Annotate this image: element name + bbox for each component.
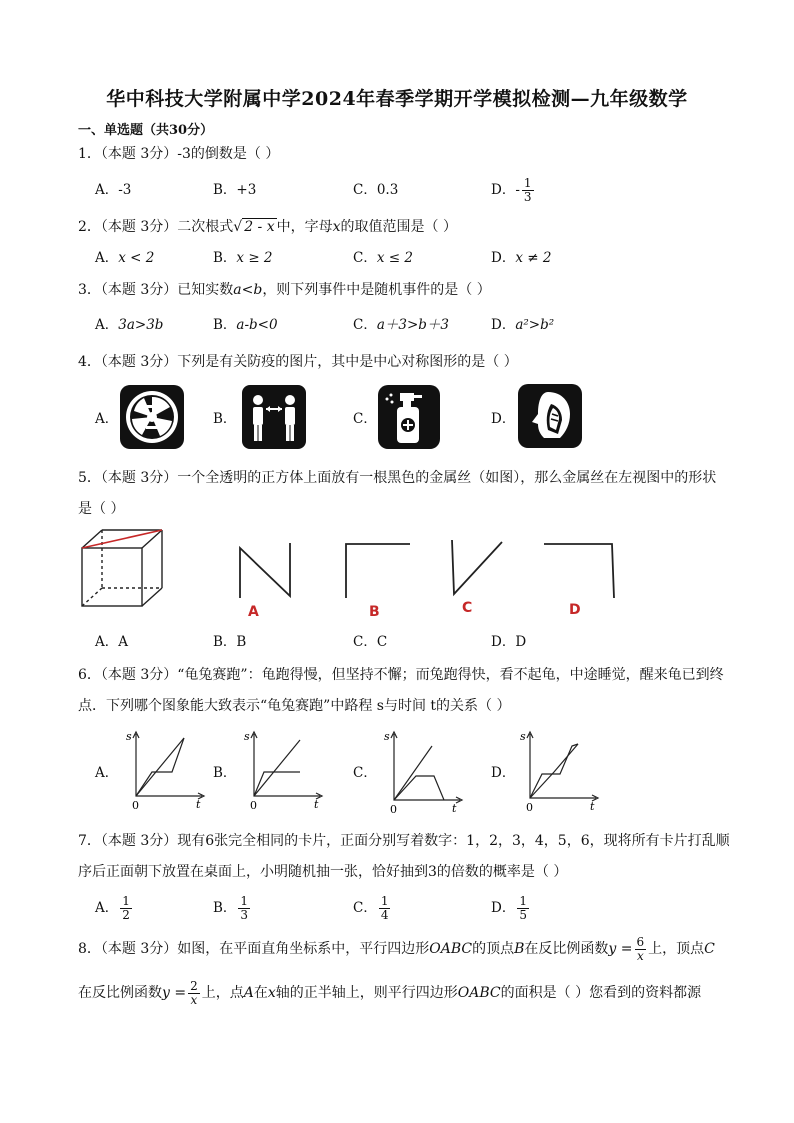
question-4: 4．（本题 3分）下列是有关防疫的图片，其中是中心对称图形的是（ ） [78, 354, 518, 370]
question-8-line-2: 在反比例函数y = $\frac{2}{x}$ 上，点A在x轴的正半轴上，则平行四边形OABC的面积是（ ）您看到的资料都源 [78, 978, 702, 1007]
axis-origin: 0 [390, 803, 397, 814]
axis-label-s: s [126, 730, 132, 743]
option-d: D． [491, 765, 516, 781]
sanitizer-spray-icon [378, 385, 440, 449]
option-b: B． $\frac{1}{3}$ [213, 894, 249, 922]
sqrt-symbol: √ [233, 219, 243, 235]
axis-label-s: s [244, 730, 250, 743]
option-a: A．3a>3b [95, 317, 164, 333]
question-8-line-1: 8．（本题 3分）如图，在平面直角坐标系中，平行四边形OABC的顶点B在反比例函数y = $\frac{6}{x}$ 上，顶点C [78, 934, 715, 963]
axis-origin: 0 [250, 799, 257, 810]
question-2-options [95, 243, 715, 273]
question-5-options [95, 627, 715, 657]
fraction: $\frac{1}{3}$ [240, 894, 249, 922]
option-d: D．a²>b² [491, 317, 555, 333]
fraction: $\frac{1}{3}$ [523, 176, 532, 204]
face-mask-icon [518, 384, 582, 448]
fan-icon [120, 385, 184, 449]
option-a: A． [95, 411, 119, 427]
axis-label-t: t [590, 800, 595, 813]
option-b: B．B [213, 634, 247, 650]
view-option-c-figure [444, 534, 510, 600]
social-distance-icon [242, 385, 306, 449]
axis-origin: 0 [132, 799, 139, 810]
axis-label-t: t [452, 802, 457, 814]
fraction: $\frac{2}{x}$ [190, 978, 198, 1007]
graph-b [240, 726, 326, 810]
option-b: B． [213, 411, 237, 427]
option-c: C． $\frac{1}{4}$ [353, 894, 389, 922]
option-b: B．+3 [213, 182, 257, 198]
option-d: D．x ≠ 2 [491, 250, 552, 266]
question-3: 3．（本题 3分）已知实数a<b，则下列事件中是随机事件的是（ ） [78, 282, 491, 298]
fraction: $\frac{1}{4}$ [380, 894, 389, 922]
question-6-line-2: 点．下列哪个图象能大致表示“龟兔赛跑”中路程 s与时间 t的关系（ ） [78, 698, 511, 714]
page-title: 华中科技大学附属中学2024年春季学期开学模拟检测—九年级数学 [106, 88, 688, 110]
view-option-d-figure [540, 538, 620, 602]
option-c: C． [353, 765, 377, 781]
question-7-line-1: 7．（本题 3分）现有6张完全相同的卡片，正面分别写着数字：1，2，3，4，5，6，现将所有卡片打乱顺 [78, 833, 730, 849]
graph-c [380, 726, 466, 814]
cube-figure [80, 528, 164, 608]
fraction: $\frac{1}{5}$ [519, 894, 527, 922]
figure-label-a: A [248, 604, 259, 620]
axis-label-s: s [384, 730, 390, 743]
graph-a [122, 726, 208, 810]
question-7-line-2: 序后正面朝下放置在桌面上，小明随机抽一张，恰好抽到3的倍数的概率是（ ） [78, 864, 568, 880]
graph-d [516, 726, 602, 814]
option-a: A．-3 [95, 182, 132, 198]
option-b: B．x ≥ 2 [213, 250, 273, 266]
option-c: C．x ≤ 2 [353, 250, 413, 266]
option-a: A．A [95, 634, 128, 650]
question-2: 2．（本题 3分）二次根式√ 2 - x 中，字母x的取值范围是（ ） [78, 219, 457, 235]
question-1-options [95, 175, 715, 205]
view-option-b-figure [338, 538, 418, 602]
option-c: C． [353, 411, 377, 427]
question-1: 1．（本题 3分）-3的倒数是（ ） [78, 146, 280, 162]
option-c: C．a＋3>b＋3 [353, 317, 450, 333]
question-3-options [95, 310, 715, 340]
figure-label-c: C [462, 600, 473, 616]
fraction: $\frac{1}{2}$ [122, 894, 130, 922]
axis-label-t: t [314, 798, 319, 810]
option-a: A． [95, 765, 119, 781]
fraction: $\frac{6}{x}$ [636, 934, 645, 963]
option-d: D． $\frac{1}{5}$ [491, 894, 527, 922]
axis-label-t: t [196, 798, 201, 810]
option-c: C．C [353, 634, 388, 650]
option-d: D． [491, 411, 516, 427]
figure-label-b: B [369, 604, 380, 620]
view-option-a-figure [230, 538, 300, 602]
option-b: B．a-b<0 [213, 317, 278, 333]
question-6-line-1: 6．（本题 3分）“龟兔赛跑”：龟跑得慢，但坚持不懈；而兔跑得快，看不起龟，中途睡觉，醒来龟已到终 [78, 667, 724, 683]
option-c: C．0.3 [353, 182, 399, 198]
figure-label-d: D [569, 602, 581, 618]
question-5-line-1: 5．（本题 3分）一个全透明的正方体上面放有一根黑色的金属丝（如图），那么金属丝在左视图中的形状 [78, 470, 717, 486]
radicand: 2 - x [244, 219, 275, 235]
option-a: A．x < 2 [95, 250, 155, 266]
option-b: B． [213, 765, 237, 781]
question-7-options [95, 893, 715, 923]
section-heading: 一、单选题（共30分） [78, 123, 214, 138]
axis-label-s: s [520, 730, 526, 743]
option-a: A． $\frac{1}{2}$ [95, 894, 130, 922]
option-d: D．- $\frac{1}{3}$ [491, 176, 532, 204]
option-d: D．D [491, 634, 527, 650]
axis-origin: 0 [526, 801, 533, 814]
question-5-line-2: 是（ ） [78, 501, 125, 517]
